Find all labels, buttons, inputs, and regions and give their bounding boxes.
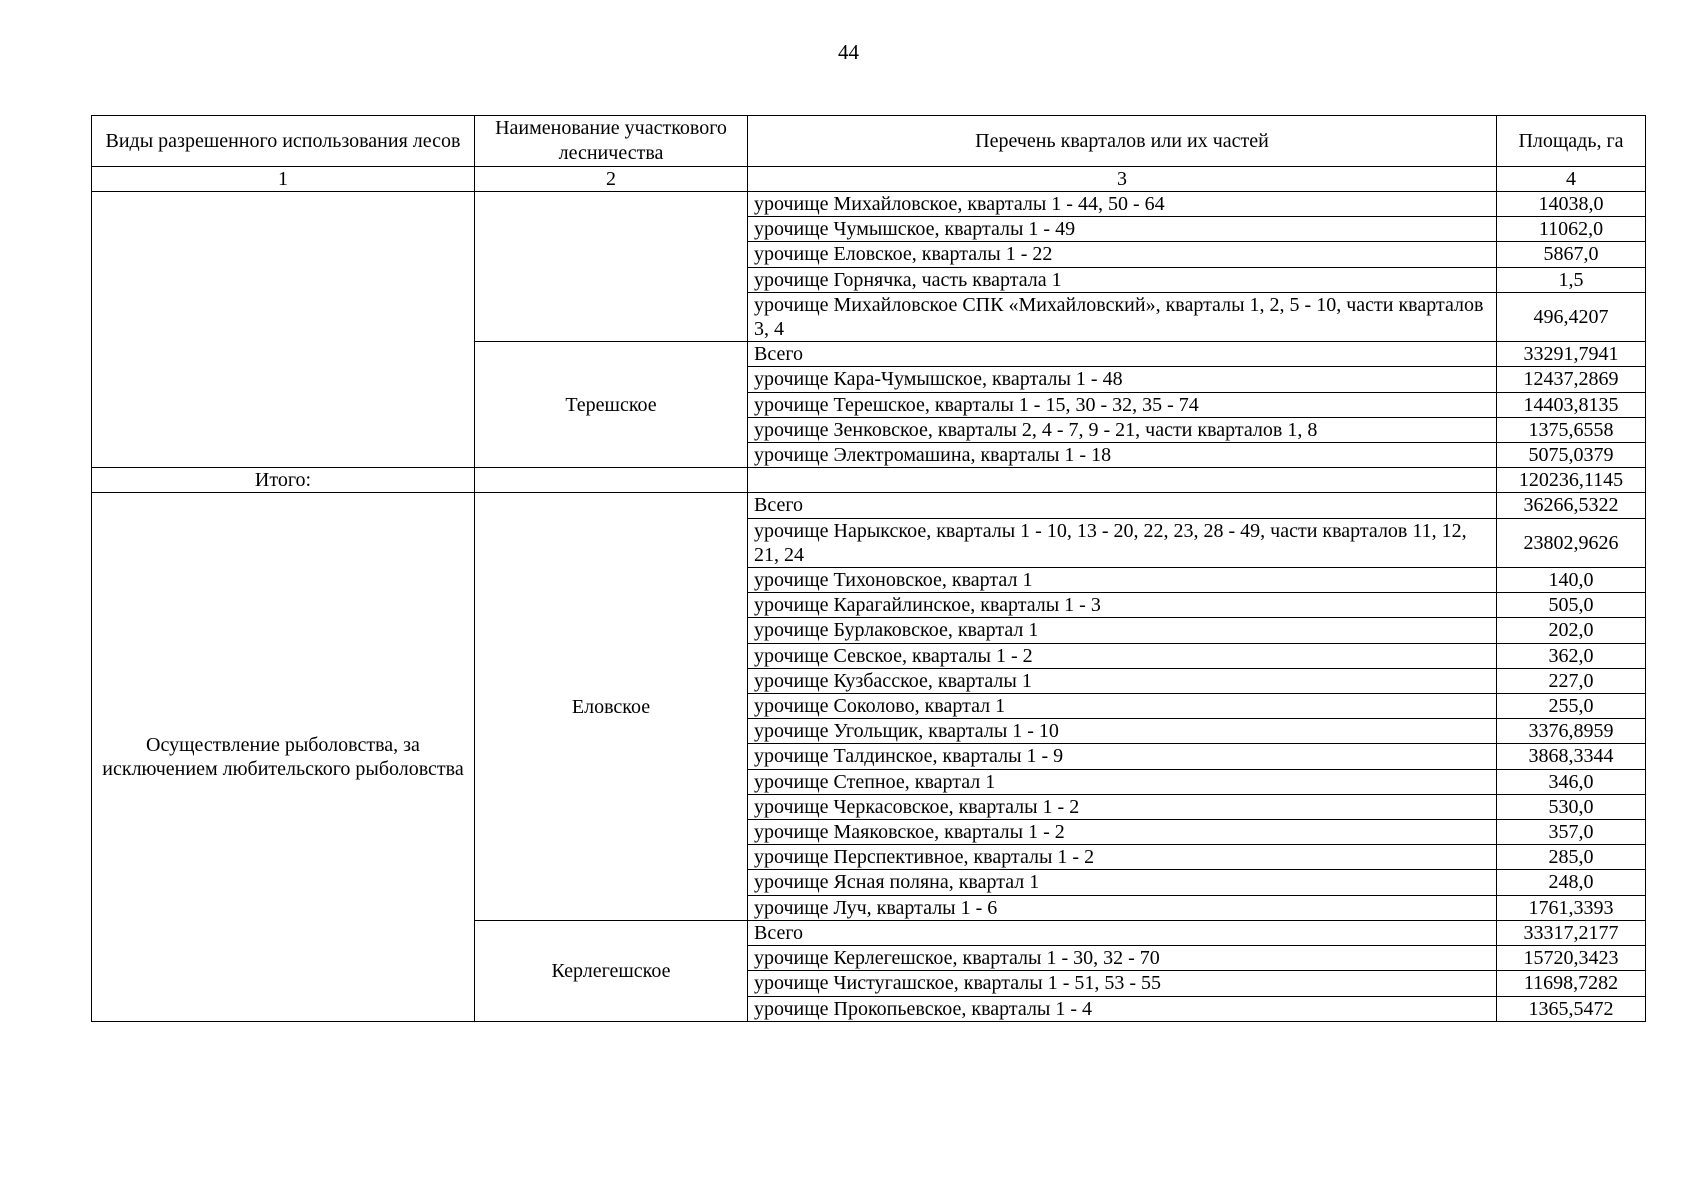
area-cell: 496,4207 [1497,292,1646,341]
quarters-cell: урочище Чумышское, кварталы 1 - 49 [748,217,1497,242]
area-cell: 1365,5472 [1497,996,1646,1021]
area-cell: 3868,3344 [1497,744,1646,769]
quarters-cell: урочище Кара-Чумышское, кварталы 1 - 48 [748,367,1497,392]
quarters-cell: урочище Нарыкское, кварталы 1 - 10, 13 - 20, 22, 23, 28 - 49, части кварталов 11, 12, 21, 24 [748,518,1497,567]
quarters-cell: урочище Электромашина, кварталы 1 - 18 [748,443,1497,468]
quarters-cell: урочище Карагайлинское, кварталы 1 - 3 [748,593,1497,618]
area-cell: 248,0 [1497,870,1646,895]
area-cell: 1761,3393 [1497,895,1646,920]
column-number: 3 [748,167,1497,192]
area-cell: 12437,2869 [1497,367,1646,392]
quarters-cell: урочище Терешское, кварталы 1 - 15, 30 - 32, 35 - 74 [748,392,1497,417]
area-cell: 11698,7282 [1497,971,1646,996]
quarters-cell: урочище Степное, квартал 1 [748,769,1497,794]
quarters-cell: урочище Тихоновское, квартал 1 [748,568,1497,593]
itogo-empty-cell [748,468,1497,493]
quarters-cell: урочище Соколово, квартал 1 [748,694,1497,719]
area-cell: 5075,0379 [1497,443,1646,468]
area-cell: 140,0 [1497,568,1646,593]
use-type-fishing: Осуществление рыболовства, за исключением любительского рыболовства [92,493,475,1021]
forestry-name-kerlegeshskoe: Керлегешское [475,920,748,1021]
area-cell: 227,0 [1497,668,1646,693]
header-forestry-name: Наименование участкового лесничества [475,116,748,167]
table-row [92,493,1646,518]
quarters-cell: урочище Бурлаковское, квартал 1 [748,618,1497,643]
header-quarters-list: Перечень кварталов или их частей [748,116,1497,167]
header-use-type: Виды разрешенного использования лесов [92,116,475,167]
area-cell: 11062,0 [1497,217,1646,242]
forest-use-table [91,115,1646,1022]
area-cell-total: 33317,2177 [1497,920,1646,945]
quarters-cell-total: Всего [748,493,1497,518]
area-cell: 285,0 [1497,845,1646,870]
column-number: 1 [92,167,475,192]
itogo-empty-cell [475,468,748,493]
area-cell: 362,0 [1497,643,1646,668]
table-body [92,192,1646,1022]
header-row [92,116,1646,167]
area-cell: 505,0 [1497,593,1646,618]
quarters-cell: урочище Зенковское, кварталы 2, 4 - 7, 9 - 21, части кварталов 1, 8 [748,417,1497,442]
table-row [92,192,1646,217]
area-cell-total: 36266,5322 [1497,493,1646,518]
quarters-cell: урочище Севское, кварталы 1 - 2 [748,643,1497,668]
area-cell: 357,0 [1497,820,1646,845]
column-number-row [92,167,1646,192]
table-header [92,116,1646,192]
quarters-cell: урочище Ясная поляна, квартал 1 [748,870,1497,895]
itogo-label: Итого: [92,468,475,493]
area-cell: 15720,3423 [1497,946,1646,971]
quarters-cell: урочище Чистугашское, кварталы 1 - 51, 53 - 55 [748,971,1497,996]
area-cell: 1,5 [1497,267,1646,292]
area-cell: 1375,6558 [1497,417,1646,442]
quarters-cell: урочище Талдинское, кварталы 1 - 9 [748,744,1497,769]
column-number: 4 [1497,167,1646,192]
area-cell: 14038,0 [1497,192,1646,217]
forestry-name-tereshskoe: Терешское [475,342,748,468]
quarters-cell: урочище Еловское, кварталы 1 - 22 [748,242,1497,267]
quarters-cell: урочище Керлегешское, кварталы 1 - 30, 32 - 70 [748,946,1497,971]
area-cell: 14403,8135 [1497,392,1646,417]
area-cell: 530,0 [1497,794,1646,819]
area-cell: 346,0 [1497,769,1646,794]
column-number: 2 [475,167,748,192]
quarters-cell: урочище Прокопьевское, кварталы 1 - 4 [748,996,1497,1021]
area-cell: 5867,0 [1497,242,1646,267]
area-cell: 202,0 [1497,618,1646,643]
page-number: 44 [838,40,859,64]
quarters-cell: урочище Михайловское СПК «Михайловский», кварталы 1, 2, 5 - 10, части кварталов 3, 4 [748,292,1497,341]
quarters-cell: урочище Черкасовское, кварталы 1 - 2 [748,794,1497,819]
area-cell-total: 33291,7941 [1497,342,1646,367]
quarters-cell-total: Всего [748,342,1497,367]
itogo-area: 120236,1145 [1497,468,1646,493]
quarters-cell: урочище Михайловское, кварталы 1 - 44, 50 - 64 [748,192,1497,217]
itogo-row [92,468,1646,493]
quarters-cell-total: Всего [748,920,1497,945]
quarters-cell: урочище Кузбасское, кварталы 1 [748,668,1497,693]
area-cell: 3376,8959 [1497,719,1646,744]
quarters-cell: урочище Маяковское, кварталы 1 - 2 [748,820,1497,845]
quarters-cell: урочище Горнячка, часть квартала 1 [748,267,1497,292]
quarters-cell: урочище Перспективное, кварталы 1 - 2 [748,845,1497,870]
area-cell: 23802,9626 [1497,518,1646,567]
area-cell: 255,0 [1497,694,1646,719]
forestry-name-elovskoe: Еловское [475,493,748,920]
quarters-cell: урочище Луч, кварталы 1 - 6 [748,895,1497,920]
quarters-cell: урочище Угольщик, кварталы 1 - 10 [748,719,1497,744]
header-area: Площадь, га [1497,116,1646,167]
use-type-cell-empty [92,192,475,468]
forestry-name-cell-empty [475,192,748,342]
